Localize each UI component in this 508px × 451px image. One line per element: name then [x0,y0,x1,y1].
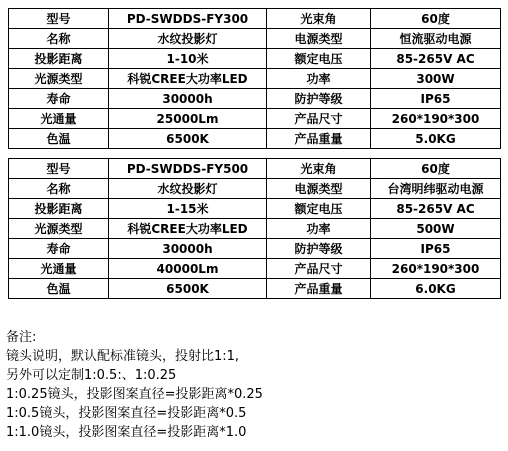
beam-angle-label: 光束角 [267,159,371,179]
luminous-flux-label: 光通量 [9,109,109,129]
luminous-flux-label: 光通量 [9,259,109,279]
name-value: 水纹投影灯 [109,29,267,49]
beam-angle-label: 光束角 [267,9,371,29]
product-weight-value: 5.0KG [371,129,501,149]
product-weight-value: 6.0KG [371,279,501,299]
lifespan-value: 30000h [109,89,267,109]
model-label: 型号 [9,159,109,179]
lifespan-value: 30000h [109,239,267,259]
protection-level-value: IP65 [371,89,501,109]
light-source-value: 科锐CREE大功率LED [109,69,267,89]
rated-voltage-value: 85-265V AC [371,49,501,69]
table-row [9,9,501,29]
notes-line: 1:0.5镜头，投影图案直径=投影距离*0.5 [6,406,247,421]
notes-line: 镜头说明，默认配标准镜头，投射比1:1, [6,349,240,364]
product-weight-label: 产品重量 [267,279,371,299]
table-row [9,239,501,259]
spec-table-fy500 [8,158,501,299]
lifespan-label: 寿命 [9,239,109,259]
table-row [9,179,501,199]
notes-line: 另外可以定制1:0.5:、1:0.25 [6,368,177,383]
power-supply-value: 恒流驱动电源 [371,29,501,49]
table-row [9,259,501,279]
color-temperature-label: 色温 [9,279,109,299]
notes-section [6,328,502,442]
power-supply-label: 电源类型 [267,179,371,199]
spec-table-body [9,9,501,149]
spec-table-body [9,159,501,299]
notes-line: 1:1.0镜头，投影图案直径=投影距离*1.0 [6,425,247,440]
product-weight-label: 产品重量 [267,129,371,149]
table-row [9,279,501,299]
table-row [9,109,501,129]
table-row [9,129,501,149]
notes-line: 1:0.25镜头，投影图案直径=投影距离*0.25 [6,387,263,402]
luminous-flux-value: 40000Lm [109,259,267,279]
name-label: 名称 [9,179,109,199]
projection-distance-value: 1-15米 [109,199,267,219]
table-row [9,29,501,49]
table-row [9,159,501,179]
product-size-label: 产品尺寸 [267,259,371,279]
table-row [9,89,501,109]
light-source-value: 科锐CREE大功率LED [109,219,267,239]
product-size-label: 产品尺寸 [267,109,371,129]
light-source-label: 光源类型 [9,69,109,89]
model-value: PD-SWDDS-FY300 [109,9,267,29]
color-temperature-value: 6500K [109,279,267,299]
table-row [9,199,501,219]
power-label: 功率 [267,219,371,239]
luminous-flux-value: 25000Lm [109,109,267,129]
power-label: 功率 [267,69,371,89]
spec-table-fy300 [8,8,501,149]
rated-voltage-label: 额定电压 [267,49,371,69]
beam-angle-value: 60度 [371,9,501,29]
rated-voltage-value: 85-265V AC [371,199,501,219]
model-value: PD-SWDDS-FY500 [109,159,267,179]
power-value: 300W [371,69,501,89]
power-supply-value: 台湾明纬驱动电源 [371,179,501,199]
lifespan-label: 寿命 [9,89,109,109]
notes-title: 备注: [6,330,37,345]
power-value: 500W [371,219,501,239]
product-size-value: 260*190*300 [371,109,501,129]
protection-level-label: 防护等级 [267,89,371,109]
protection-level-label: 防护等级 [267,239,371,259]
projection-distance-value: 1-10米 [109,49,267,69]
product-size-value: 260*190*300 [371,259,501,279]
table-row [9,69,501,89]
model-label: 型号 [9,9,109,29]
light-source-label: 光源类型 [9,219,109,239]
power-supply-label: 电源类型 [267,29,371,49]
projection-distance-label: 投影距离 [9,199,109,219]
beam-angle-value: 60度 [371,159,501,179]
protection-level-value: IP65 [371,239,501,259]
color-temperature-value: 6500K [109,129,267,149]
projection-distance-label: 投影距离 [9,49,109,69]
name-label: 名称 [9,29,109,49]
color-temperature-label: 色温 [9,129,109,149]
table-row [9,49,501,69]
table-row [9,219,501,239]
rated-voltage-label: 额定电压 [267,199,371,219]
name-value: 水纹投影灯 [109,179,267,199]
